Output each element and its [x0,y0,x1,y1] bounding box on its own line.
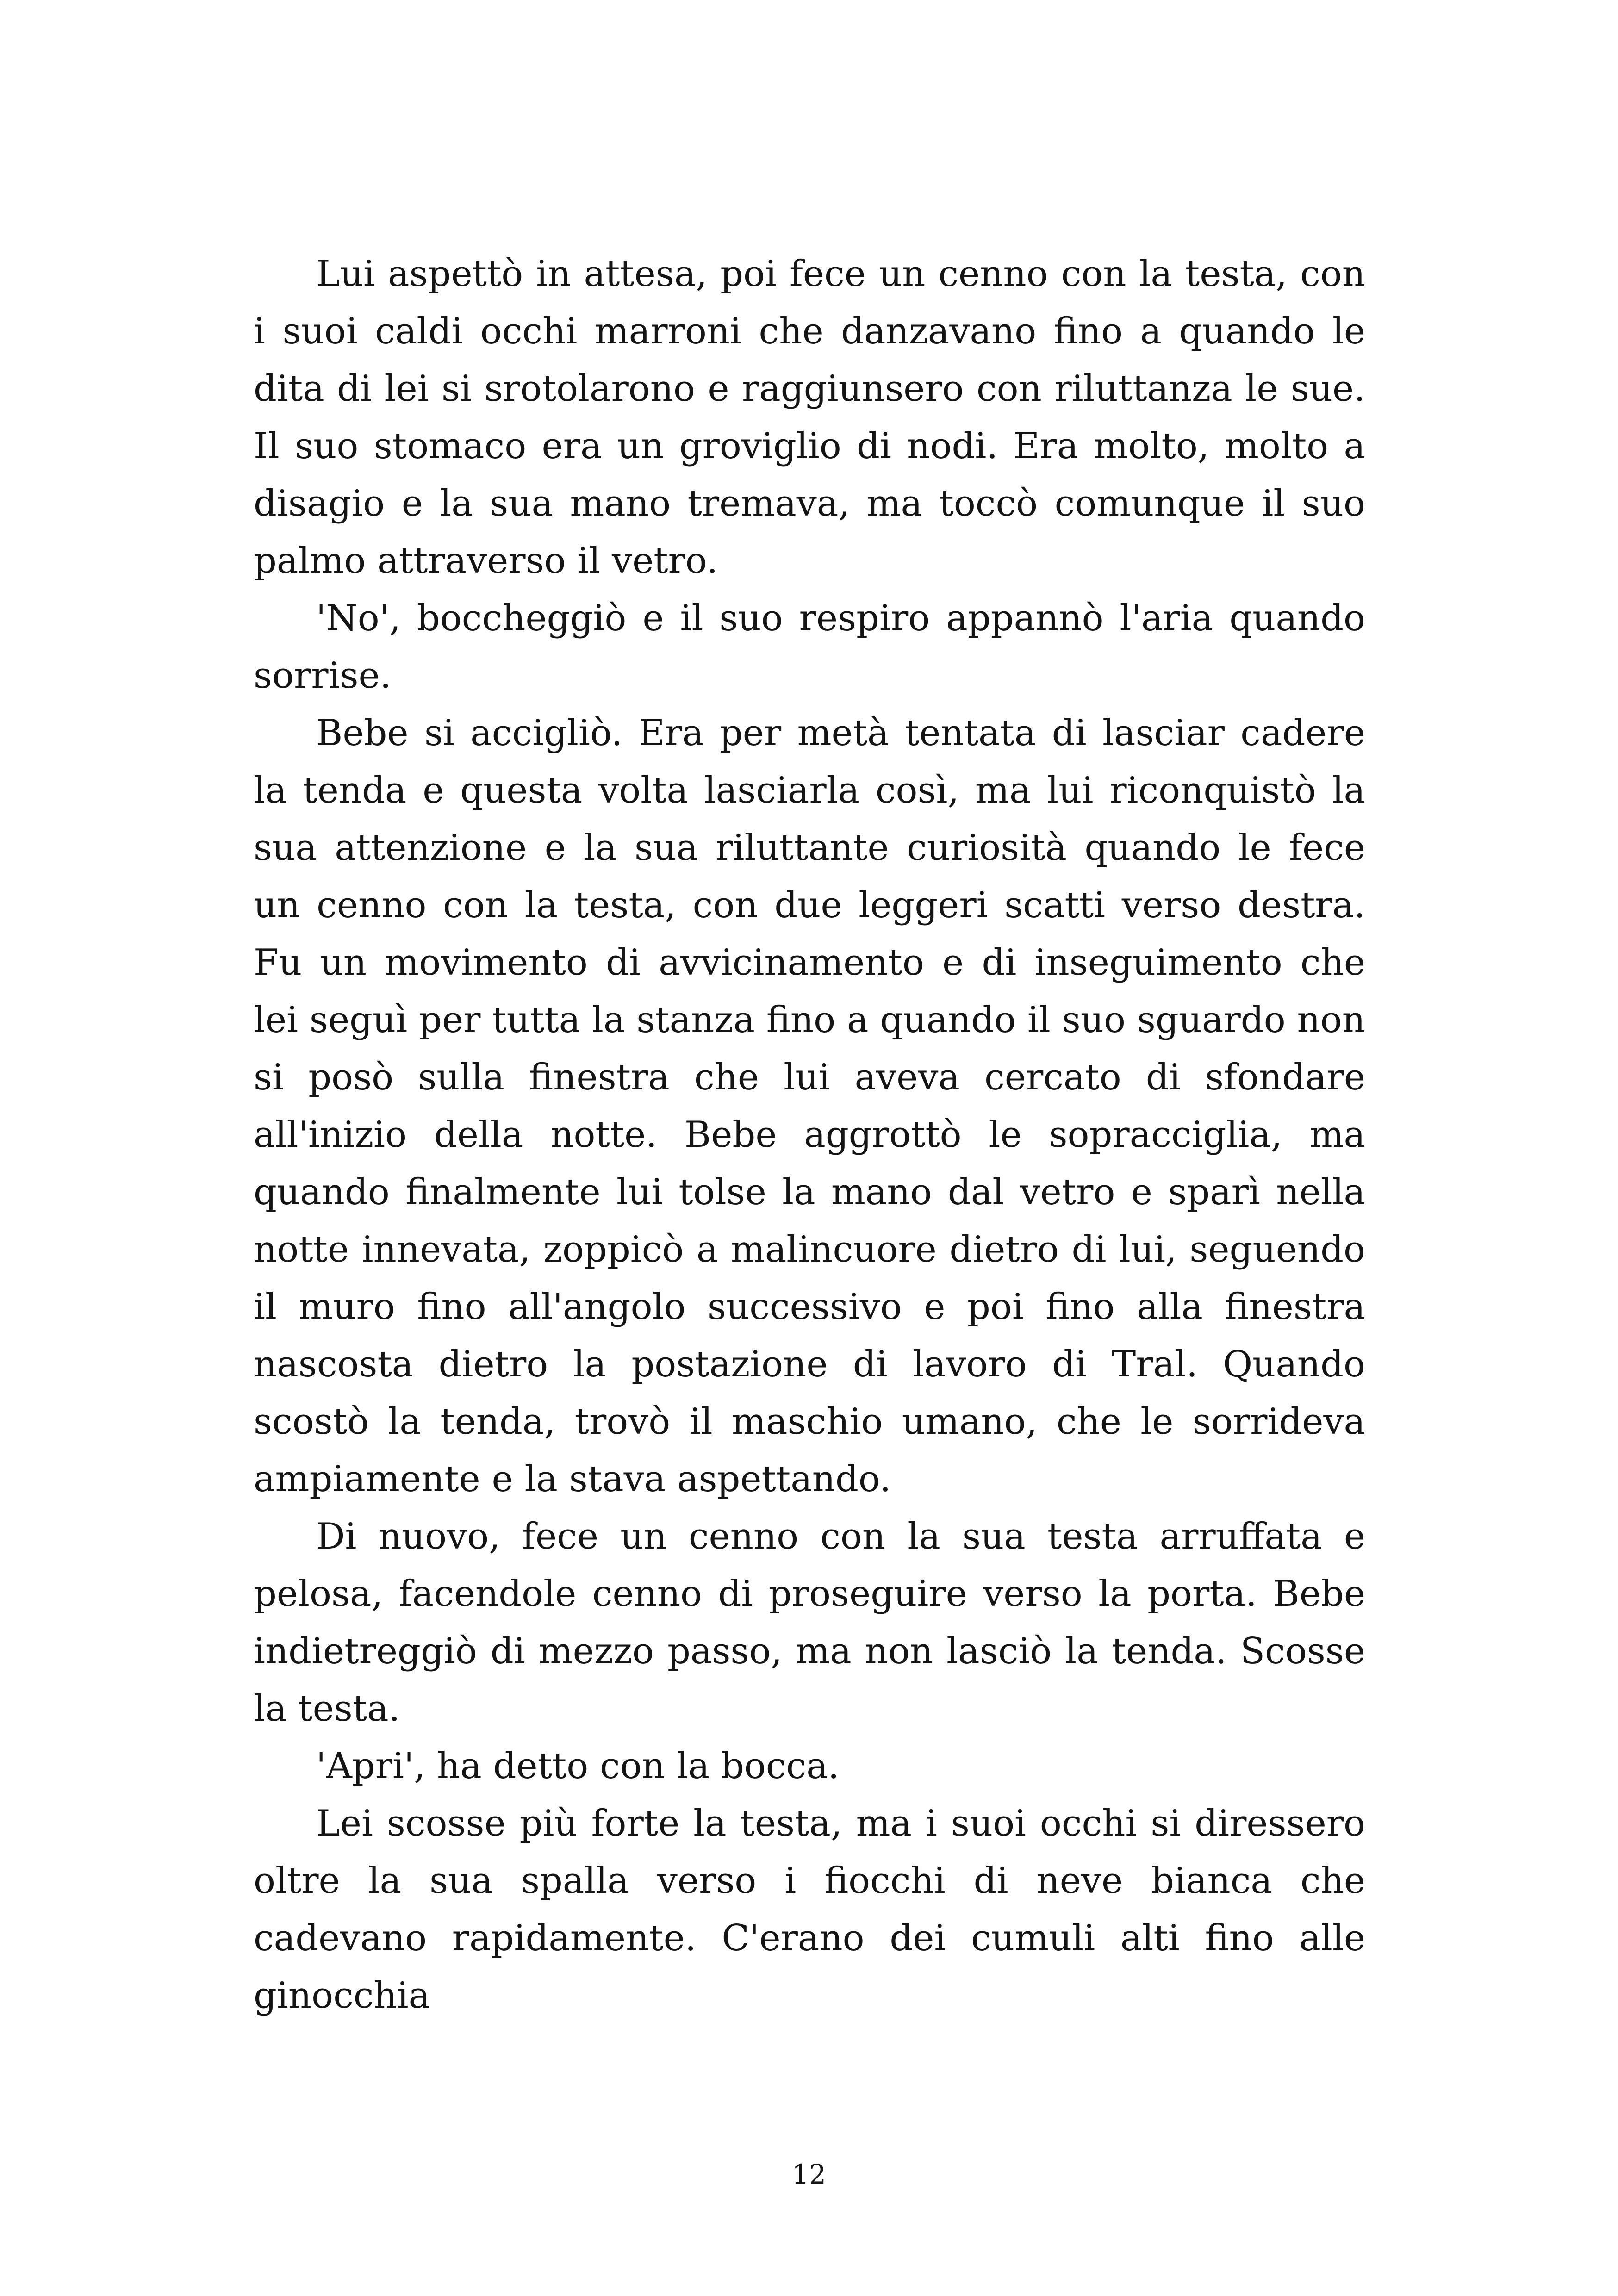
paragraph: Lui aspettò in attesa, poi fece un cenno con la testa, con i suoi caldi occhi marroni che danzavano fino a quando le dita di lei si srotolarono e raggiunsero con riluttanza le sue. Il suo stomaco era un groviglio di nodi. Era molto, molto a disagio e la sua mano tremava, ma toccò comunque il suo palmo attraverso il vetro. [254,253,1365,582]
paragraph: Di nuovo, fece un cenno con la sua testa arruffata e pelosa, facendole cenno di proseguire verso la porta. Bebe indietreggiò di mezzo passo, ma non lasciò la tenda. Scosse la testa. [254,1516,1365,1730]
page-number: 12 [792,2159,826,2190]
paragraph: Bebe si accigliò. Era per metà tentata di lasciar cadere la tenda e questa volta lasciarla così, ma lui riconquistò la sua attenzione e la sua riluttante curiosità quando le fece un cenno con la testa, con due leggeri scatti verso destra. Fu un movimento di avvicinamento e di inseguimento che lei seguì per tutta la stanza fino a quando il suo sguardo non si posò sulla finestra che lui aveva cercato di sfondare all'inizio della notte. Bebe aggrottò le sopracciglia, ma quando finalmente lui tolse la mano dal vetro e sparì nella notte innevata, zoppicò a malincuore dietro di lui, seguendo il muro fino all'angolo successivo e poi fino alla finestra nascosta dietro la postazione di lavoro di Tral. Quando scostò la tenda, trovò il maschio umano, che le sorrideva ampiamente e la stava aspettando. [254,712,1365,1500]
body-text [254,245,1365,2024]
paragraph: 'No', boccheggiò e il suo respiro appannò l'aria quando sorrise. [254,597,1365,697]
paragraph: 'Apri', ha detto con la bocca. [316,1745,840,1787]
paragraph: Lei scosse più forte la testa, ma i suoi occhi si diressero oltre la sua spalla verso i fiocchi di neve bianca che cadevano rapidamente. C'erano dei cumuli alti fino alle ginocchia [254,1803,1365,2016]
